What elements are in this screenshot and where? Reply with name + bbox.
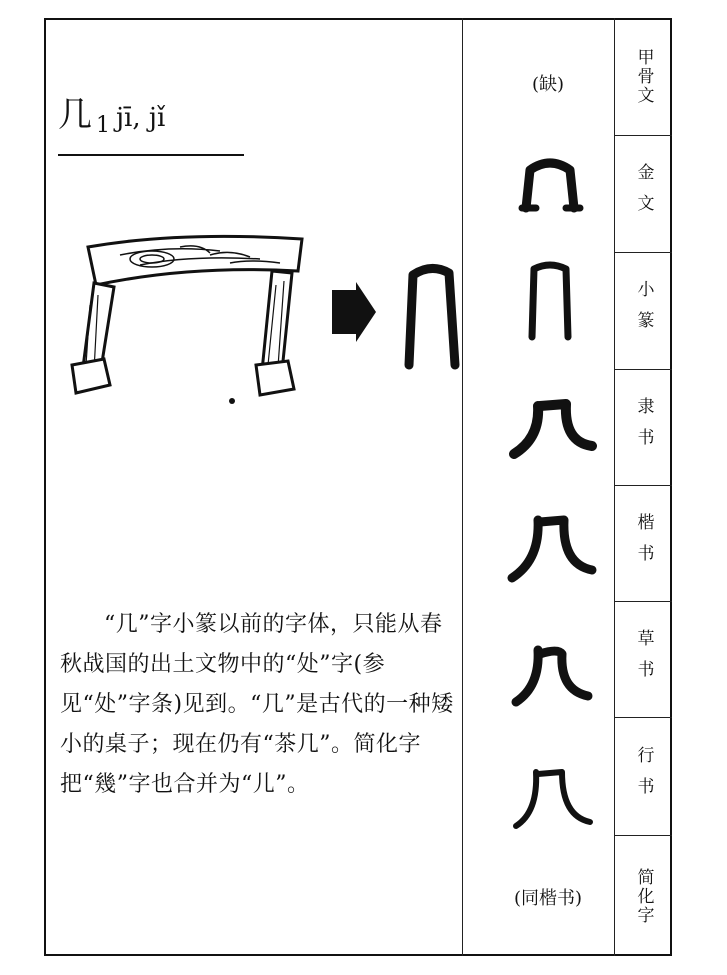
description-paragraph: “几”字小篆以前的字体，只能从春秋战国的出土文物中的“处”字(参见“处”字条)见到。“几”是古代的一种矮小的桌子；现在仍有“茶几”。简化字把“幾”字也合并为“儿”。 bbox=[60, 612, 454, 797]
label-regular: 楷书 bbox=[614, 486, 672, 602]
oracle-bone-missing-note: (缺) bbox=[531, 74, 565, 95]
heading-underline bbox=[58, 154, 244, 156]
label-simplified: 简化字 bbox=[633, 867, 654, 925]
regular-script-glyph bbox=[500, 510, 600, 585]
entry-character: 几 bbox=[58, 95, 92, 135]
label-cursive: 草书 bbox=[614, 602, 672, 718]
clerical-script-glyph bbox=[500, 392, 600, 462]
label-bronze: 金文 bbox=[614, 136, 672, 253]
arrow-icon bbox=[328, 282, 378, 342]
simplified-same-note: (同楷书) bbox=[513, 888, 583, 909]
column-divider bbox=[462, 18, 463, 956]
label-running: 行书 bbox=[614, 718, 672, 836]
running-script-glyph bbox=[500, 760, 600, 835]
entry-pinyin: jī, jǐ bbox=[116, 103, 166, 133]
bronze-script-glyph bbox=[500, 148, 600, 218]
entry-heading bbox=[58, 95, 166, 138]
label-oracle-bone: 甲骨文 bbox=[614, 18, 672, 136]
small-seal-glyph bbox=[500, 255, 600, 345]
cursive-script-glyph bbox=[500, 640, 600, 710]
ancient-ji-glyph bbox=[395, 255, 470, 375]
table-illustration bbox=[60, 225, 320, 415]
entry-index: 1 bbox=[96, 113, 110, 138]
label-small-seal: 小篆 bbox=[614, 253, 672, 370]
label-clerical: 隶书 bbox=[614, 370, 672, 486]
